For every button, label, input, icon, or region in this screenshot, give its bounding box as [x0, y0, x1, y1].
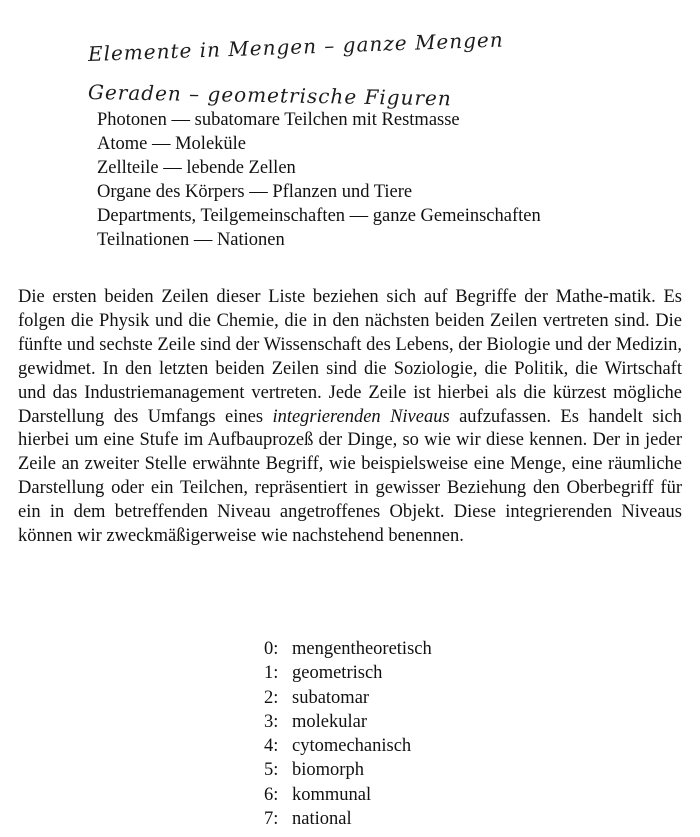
concept-pair: Zellteile — lebende Zellen	[97, 158, 296, 178]
level-name: kommunal	[292, 784, 372, 805]
level-number: 1:	[264, 663, 279, 684]
level-name: national	[292, 809, 352, 830]
level-number: 7:	[264, 809, 279, 830]
handwritten-line-2: Geraden – geometrische Figuren	[87, 80, 452, 111]
handwritten-line-1: Elemente in Mengen – ganze Mengen	[87, 27, 505, 66]
level-number: 4:	[264, 736, 279, 757]
concept-pair: Teilnationen — Nationen	[97, 230, 285, 250]
level-name: mengentheoretisch	[292, 639, 432, 659]
level-name: molekular	[292, 711, 368, 732]
body-paragraph	[18, 286, 682, 549]
level-item	[264, 758, 432, 782]
level-name: geometrisch	[292, 663, 383, 684]
integration-levels-list	[264, 637, 432, 831]
level-item	[264, 710, 432, 734]
level-item	[264, 783, 432, 807]
level-name: cytomechanisch	[292, 736, 412, 757]
paragraph-emphasis: integrierenden Niveaus	[272, 406, 450, 427]
paragraph-text-1: Die ersten beiden Zeilen dieser Liste beziehen sich auf Begriffe der Mathe-matik. Es folgen die Physik und die Chemie, die in den nächsten beiden Zeilen vertreten sind. Die fünfte und sechste Zeile sind der Wissenschaft des Lebens, der Biologie und der Medizin, gewidmet. In den letzten beiden Zeilen sind die Soziologie, die Politik, die Wirtschaft und das Industriemanagement vertreten. Jede Zeile ist hierbei als die kürzest mögliche Darstellung des Umfangs eines	[18, 287, 682, 427]
level-name: biomorph	[292, 760, 364, 781]
level-item	[264, 734, 432, 758]
concept-pair: Photonen — subatomare Teilchen mit Restmasse	[97, 110, 460, 130]
paragraph-text-2: aufzufassen. Es handelt sich hierbei um eine Stufe im Aufbauprozeß der Dinge, so wie wir diese kennen. Der in jeder Zeile an zweiter Stelle erwähnte Begriff, wie beispielsweise eine Menge, eine räumliche Darstellung oder ein Teilchen, repräsentiert in gewisser Beziehung den Oberbegriff für ein in dem betreffenden Niveau angetroffenes Objekt. Diese integrierenden Niveaus können wir zweckmäßigerweise wie nachstehend benennen.	[18, 406, 682, 547]
level-number: 2:	[264, 687, 279, 708]
level-item	[264, 661, 432, 685]
level-name: subatomar	[292, 687, 370, 708]
level-item	[264, 807, 432, 831]
level-number: 6:	[264, 784, 279, 805]
concept-pair: Atome — Moleküle	[97, 134, 247, 154]
concept-pair: Organe des Körpers — Pflanzen und Tiere	[97, 182, 413, 202]
level-number: 5:	[264, 760, 279, 781]
level-item	[264, 686, 432, 710]
concept-pairs-list	[97, 108, 541, 252]
level-number: 3:	[264, 711, 279, 732]
level-number: 0:	[264, 639, 279, 659]
concept-pair: Departments, Teilgemeinschaften — ganze Gemeinschaften	[97, 206, 541, 226]
level-item	[264, 637, 432, 661]
